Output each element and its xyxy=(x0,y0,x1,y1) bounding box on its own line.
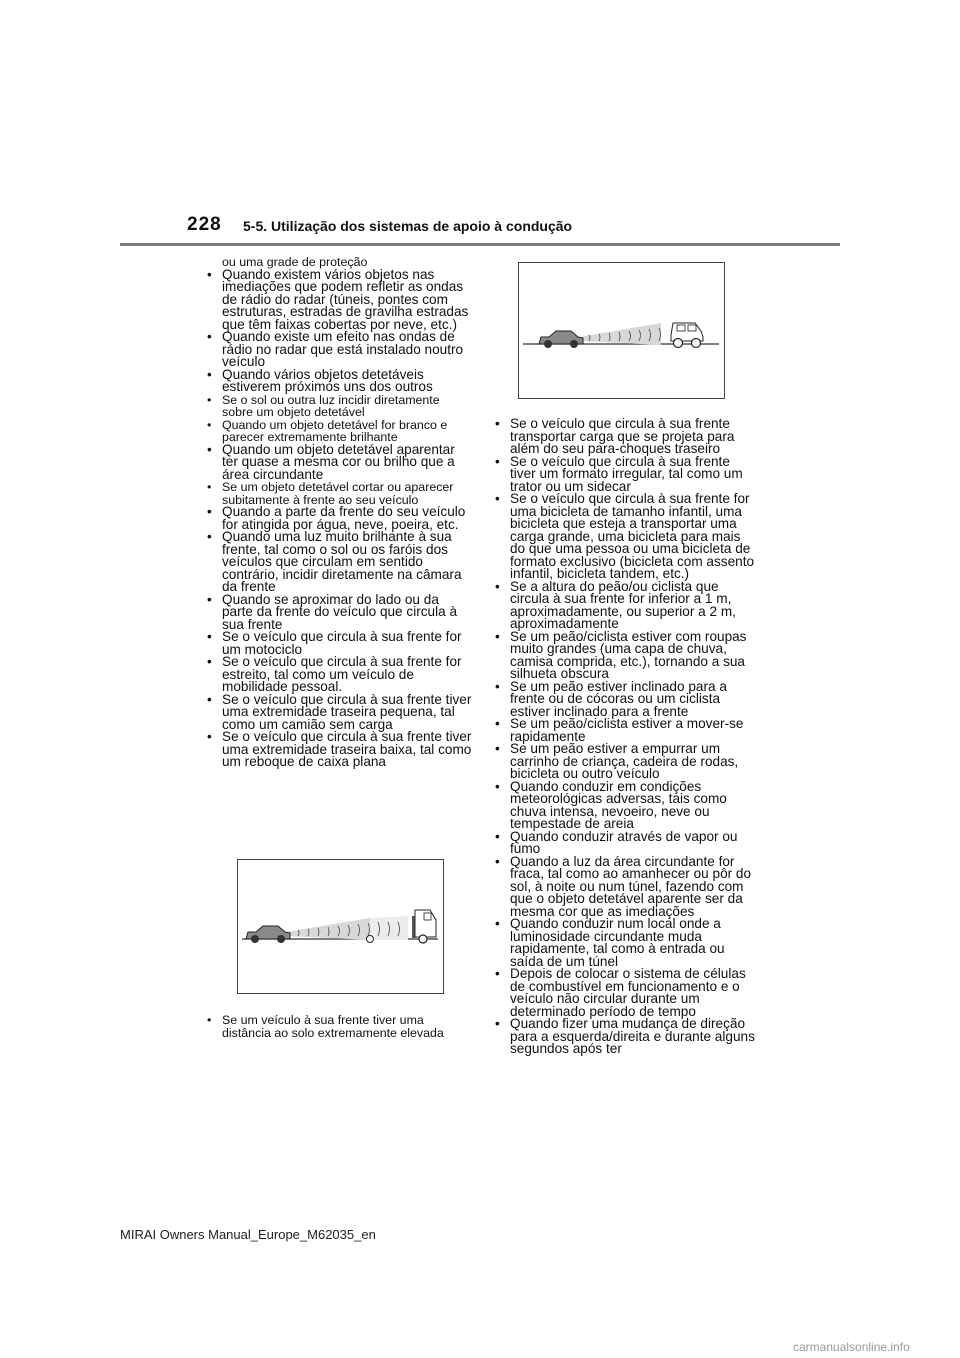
left-bullet-list-2 xyxy=(203,1014,473,1039)
list-item: • Quando um objeto detetável for branco e parecer extremamente brilhante xyxy=(203,419,473,444)
list-item: • Se um peão/ciclista estiver a mover-se rapidamente xyxy=(491,718,759,743)
list-item: • Se o sol ou outra luz incidir diretamente sobre um objeto detetável xyxy=(203,394,473,419)
list-item: • Quando a luz da área circundante for fraca, tal como ao amanhecer ou pôr do sol, à noite ou num túnel, fazendo com que o objeto detetável aparente ser da mesma cor que as imediações xyxy=(491,856,759,919)
truck-illustration-svg xyxy=(238,860,443,993)
vehicle-illustration-svg xyxy=(519,263,724,398)
left-after-figure xyxy=(203,1014,473,1039)
footer-manual-title: MIRAI Owners Manual_Europe_M62035_en xyxy=(120,1227,376,1242)
list-item: • Se um peão estiver a empurrar um carrinho de criança, cadeira de rodas, bicicleta ou outro veículo xyxy=(491,743,759,781)
list-item: • Se o veículo que circula à sua frente for uma bicicleta de tamanho infantil, uma bicicleta que esteja a transportar uma carga grande, uma bicicleta para mais do que uma pessoa ou uma bicicleta de formato exclusivo (bicicleta com assento infantil, bicicleta tandem, etc.) xyxy=(491,493,759,581)
list-item: • Quando a parte da frente do seu veículo for atingida por água, neve, poeira, etc. xyxy=(203,506,473,531)
section-title: 5-5. Utilização dos sistemas de apoio à condução xyxy=(243,218,573,234)
continuation-text: ou uma grade de proteção xyxy=(222,255,368,269)
list-item: • Quando existem vários objetos nas imediações que podem refletir as ondas de rádio do radar (túneis, pontes com estruturas, estradas de gravilha estradas que têm faixas cobertas por neve, etc.) xyxy=(203,269,473,332)
list-item: • Se o veículo que circula à sua frente tiver uma extremidade traseira pequena, tal como um camião sem carga xyxy=(203,694,473,732)
list-item: • Quando existe um efeito nas ondas de rádio no radar que está instalado noutro veículo xyxy=(203,331,473,369)
list-item: • Se o veículo que circula à sua frente for estreito, tal como um veículo de mobilidade pessoal. xyxy=(203,656,473,694)
list-item: • Depois de colocar o sistema de células de combustível em funcionamento e o veículo não circular durante um determinado período de tempo xyxy=(491,968,759,1018)
illustration-vehicle-high-clearance xyxy=(518,262,725,399)
list-item: • Se o veículo que circula à sua frente for um motociclo xyxy=(203,631,473,656)
illustration-truck xyxy=(237,859,444,994)
list-item: • Quando conduzir num local onde a luminosidade circundante muda rapidamente, tal como à entrada ou saída de um túnel xyxy=(491,918,759,968)
list-item: • Quando conduzir em condições meteorológicas adversas, tais como chuva intensa, nevoeiro, neve ou tempestade de areia xyxy=(491,781,759,831)
left-bullet-list xyxy=(203,266,473,769)
watermark: carmanualsonline.info xyxy=(793,1340,910,1354)
right-bullet-list xyxy=(491,418,759,1056)
list-item: • Quando se aproximar do lado ou da parte da frente do veículo que circula à sua frente xyxy=(203,594,473,632)
list-item: • Se o veículo que circula à sua frente tiver um formato irregular, tal como um trator ou um sidecar xyxy=(491,456,759,494)
list-item: • Se um peão/ciclista estiver com roupas muito grandes (uma capa de chuva, camisa comprida, etc.), tornando a sua silhueta obscura xyxy=(491,631,759,681)
list-item: • Quando vários objetos detetáveis estiverem próximos uns dos outros xyxy=(203,369,473,394)
list-item: • Se um peão estiver inclinado para a frente ou de cócoras ou um ciclista estiver inclinado para a frente xyxy=(491,681,759,719)
list-item: • Se um objeto detetável cortar ou aparecer subitamente à frente ao seu veículo xyxy=(203,481,473,506)
page-number: 228 xyxy=(187,214,222,235)
list-item: • Se o veículo que circula à sua frente transportar carga que se projeta para além do seu para-choques traseiro xyxy=(491,418,759,456)
list-item: • Quando fizer uma mudança de direção para a esquerda/direita e durante alguns segundos após ter xyxy=(491,1018,759,1056)
left-column xyxy=(203,256,473,769)
list-item: • Se o veículo que circula à sua frente tiver uma extremidade traseira baixa, tal como um reboque de caixa plana xyxy=(203,731,473,769)
list-item: • Se a altura do peão/ou ciclista que circula à sua frente for inferior a 1 m, aproximadamente, ou superior a 2 m, aproximadamente xyxy=(491,581,759,631)
header-rule xyxy=(120,243,840,246)
right-column xyxy=(491,418,759,1056)
list-item: • Se um veículo à sua frente tiver uma distância ao solo extremamente elevada xyxy=(203,1014,473,1039)
list-item: • Quando uma luz muito brilhante à sua frente, tal como o sol ou os faróis dos veículos que circulam em sentido contrário, incidir diretamente na câmara da frente xyxy=(203,531,473,594)
list-item: • Quando conduzir através de vapor ou fumo xyxy=(491,831,759,856)
list-item: • Quando um objeto detetável aparentar ter quase a mesma cor ou brilho que a área circundante xyxy=(203,444,473,482)
